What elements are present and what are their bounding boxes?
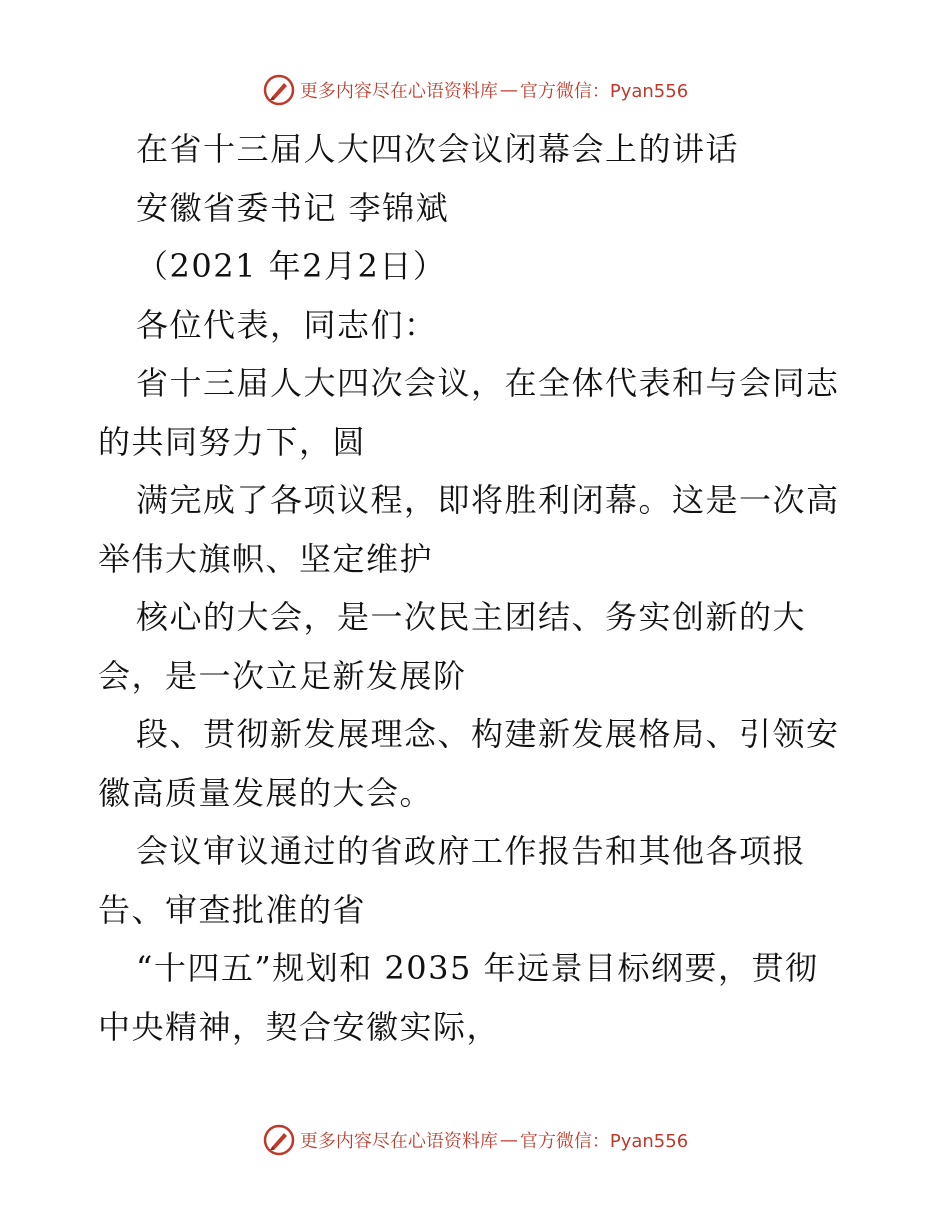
watermark-wechat: 官方微信：Pyan556 <box>519 1131 689 1152</box>
paragraph-line: “十四五”规划和 2035 年远景目标纲要，贯彻 <box>136 949 819 987</box>
paragraph-line: 会议审议通过的省政府工作报告和其他各项报 <box>136 832 807 870</box>
watermark-text: 更多内容尽在心语资料库 <box>299 81 498 102</box>
paragraph-line: 告、审查批准的省 <box>98 890 367 929</box>
document-title: 在省十三届人大四次会议闭幕会上的讲话 <box>136 130 740 168</box>
document-body <box>98 120 858 1056</box>
paragraph-line: 核心的大会，是一次民主团结、务实创新的大 <box>136 598 807 636</box>
paragraph-line: 省十三届人大四次会议，在全体代表和与会同志 <box>136 364 840 402</box>
paragraph-line: 的共同努力下，圆 <box>98 422 367 461</box>
document-author: 安徽省委书记 李锦斌 <box>136 188 450 227</box>
watermark-dash: — <box>499 1129 518 1151</box>
paragraph-line: 段、贯彻新发展理念、构建新发展格局、引领安 <box>136 715 840 753</box>
pen-logo-icon <box>262 1123 296 1157</box>
paragraph-line: 徽高质量发展的大会。 <box>98 773 434 812</box>
paragraph-line: 中央精神，契合安徽实际， <box>98 1007 501 1046</box>
paragraph-line: 会，是一次立足新发展阶 <box>98 656 467 695</box>
paragraph-line: 举伟大旗帜、坚定维护 <box>98 539 434 578</box>
watermark-dash: — <box>499 79 518 101</box>
document-date: （2021 年2月2日） <box>136 247 447 285</box>
watermark-wechat: 官方微信：Pyan556 <box>519 81 689 102</box>
watermark-text: 更多内容尽在心语资料库 <box>299 1131 498 1152</box>
header-watermark <box>0 70 950 110</box>
footer-watermark <box>0 1120 950 1160</box>
paragraph-line: 满完成了各项议程，即将胜利闭幕。这是一次高 <box>136 481 840 519</box>
pen-logo-icon <box>262 73 296 107</box>
document-salutation: 各位代表，同志们： <box>136 305 438 344</box>
